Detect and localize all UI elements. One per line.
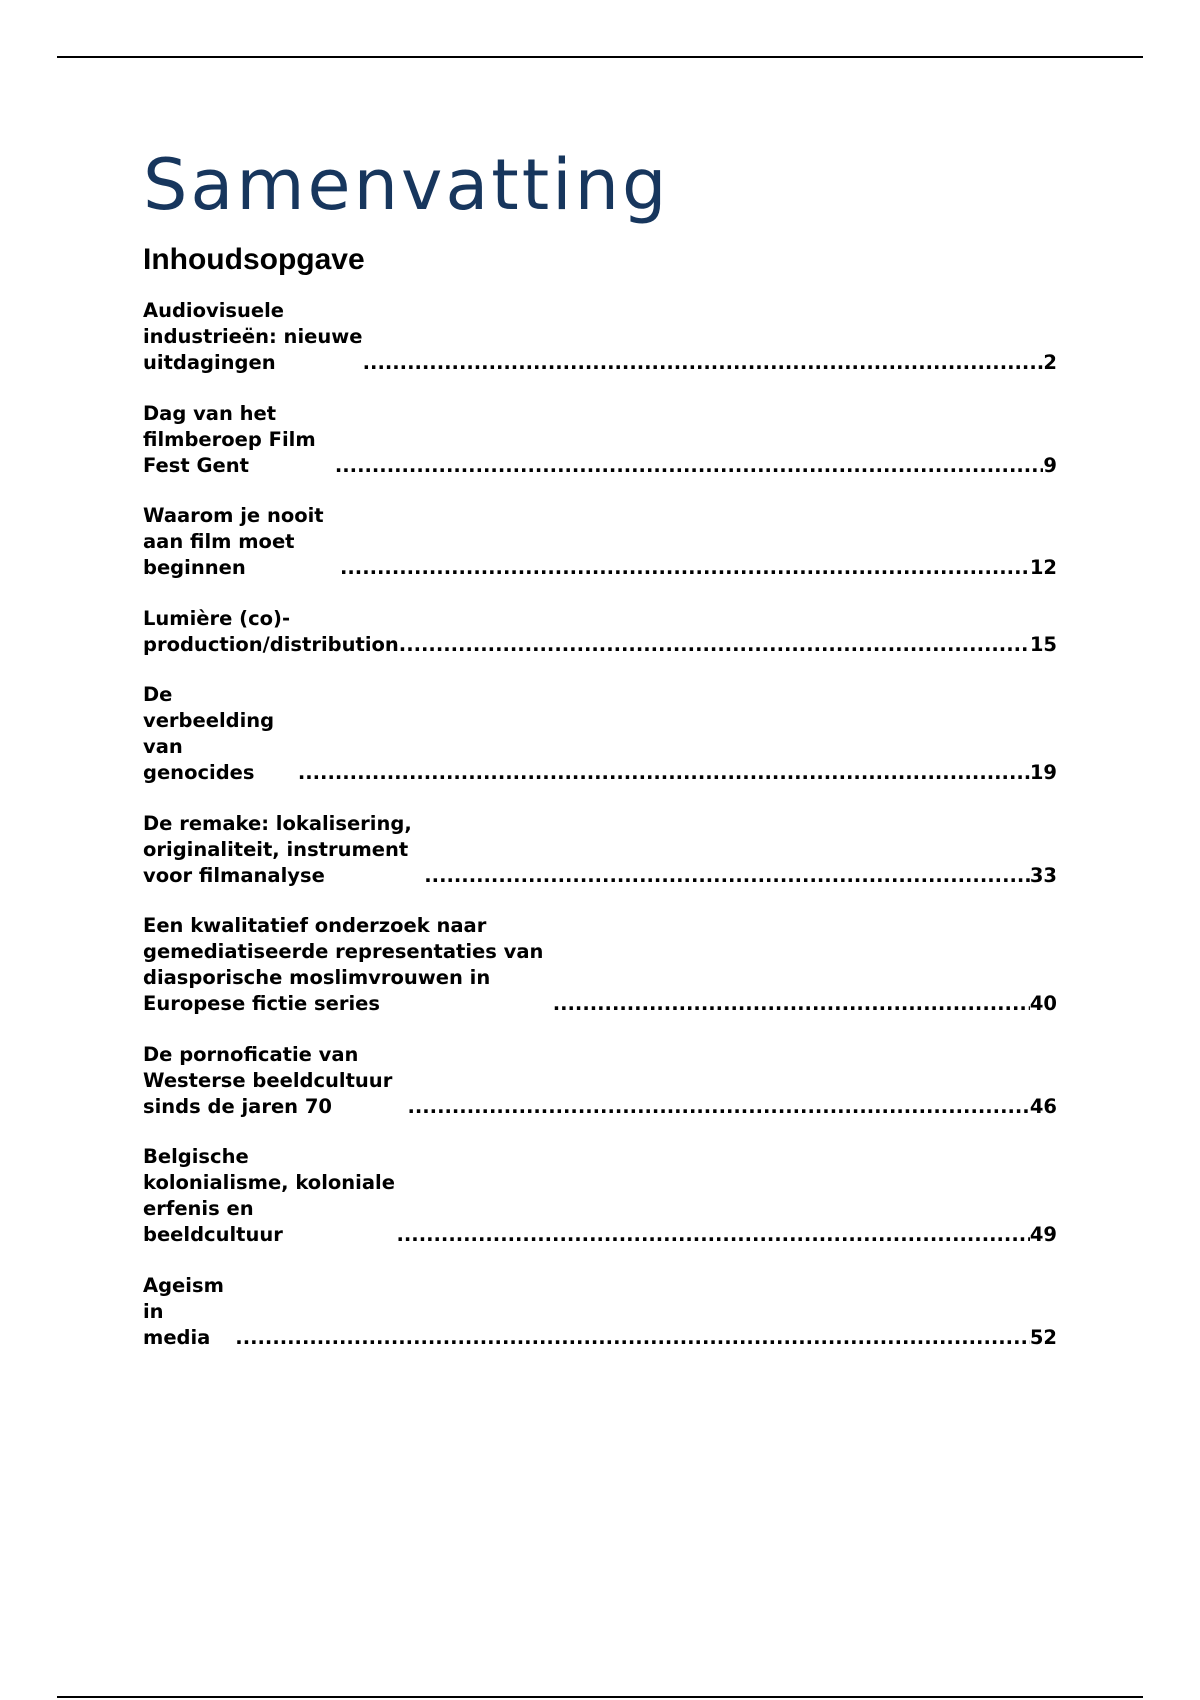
toc-entry-title: Lumière (co)-production/distribution <box>143 606 399 656</box>
toc-leader-dots <box>396 1222 1029 1248</box>
toc-leader-dots <box>553 991 1030 1017</box>
toc-entry-title: Audiovisuele industrieën: nieuwe uitdagingen <box>143 299 363 374</box>
page-content <box>143 140 1057 1375</box>
toc-entry-page: 33 <box>1029 863 1057 887</box>
toc-entry[interactable] <box>143 1273 1057 1351</box>
toc-entry-title: De pornoficatie van Westerse beeldcultuur sinds de jaren 70 <box>143 1042 393 1118</box>
header-rule <box>57 56 1143 58</box>
footer-rule <box>57 1696 1143 1698</box>
toc-entry-page: 12 <box>1029 556 1057 579</box>
toc-entry[interactable] <box>143 1042 1057 1120</box>
toc-leader-dots <box>399 632 1030 658</box>
toc-entry-title: De verbeelding van genocides <box>143 683 275 784</box>
toc-entry-page: 2 <box>1043 351 1057 374</box>
toc-entry[interactable] <box>143 1144 1057 1248</box>
toc-entry-title: Dag van het filmberoep Film Fest Gent <box>143 401 316 477</box>
toc-leader-dots <box>298 760 1030 786</box>
toc-entry-title: Een kwalitatief onderzoek naar gemediatiseerde representaties van diasporische moslimvrouwen in Europese fictie series <box>143 914 544 1015</box>
toc-heading: Inhoudsopgave <box>143 243 365 276</box>
toc-entry-page: 46 <box>1029 1094 1057 1118</box>
toc-entry-title: Ageism in media <box>143 1273 224 1349</box>
toc-entry[interactable] <box>143 913 1057 1017</box>
toc-entry[interactable] <box>143 298 1057 376</box>
toc-entry[interactable] <box>143 401 1057 479</box>
toc-entry-page: 19 <box>1029 761 1057 784</box>
toc-entry-page: 40 <box>1029 992 1057 1015</box>
document-title: Samenvatting <box>143 144 670 226</box>
toc-entry-title: Belgische kolonialisme, koloniale erfenis en beeldcultuur <box>143 1145 395 1246</box>
toc-leader-dots <box>335 453 1044 479</box>
toc-entry-page: 9 <box>1043 453 1057 477</box>
toc-entry[interactable] <box>143 606 1057 658</box>
toc-entry-title: Waarom je nooit aan film moet beginnen <box>143 504 324 579</box>
toc-entry-page: 49 <box>1029 1223 1057 1246</box>
toc-leader-dots <box>235 1325 1030 1351</box>
toc-leader-dots <box>407 1094 1029 1120</box>
toc-entry[interactable] <box>143 811 1057 889</box>
toc-entry[interactable] <box>143 682 1057 786</box>
toc-entry-page: 15 <box>1029 632 1057 656</box>
toc-entry[interactable] <box>143 503 1057 581</box>
toc-leader-dots <box>340 555 1030 581</box>
toc-entry-page: 52 <box>1029 1325 1057 1349</box>
table-of-contents <box>143 298 1057 1351</box>
toc-leader-dots <box>363 350 1044 376</box>
toc-leader-dots <box>424 863 1030 889</box>
toc-entry-title: De remake: lokalisering, originaliteit, instrument voor filmanalyse <box>143 811 412 887</box>
